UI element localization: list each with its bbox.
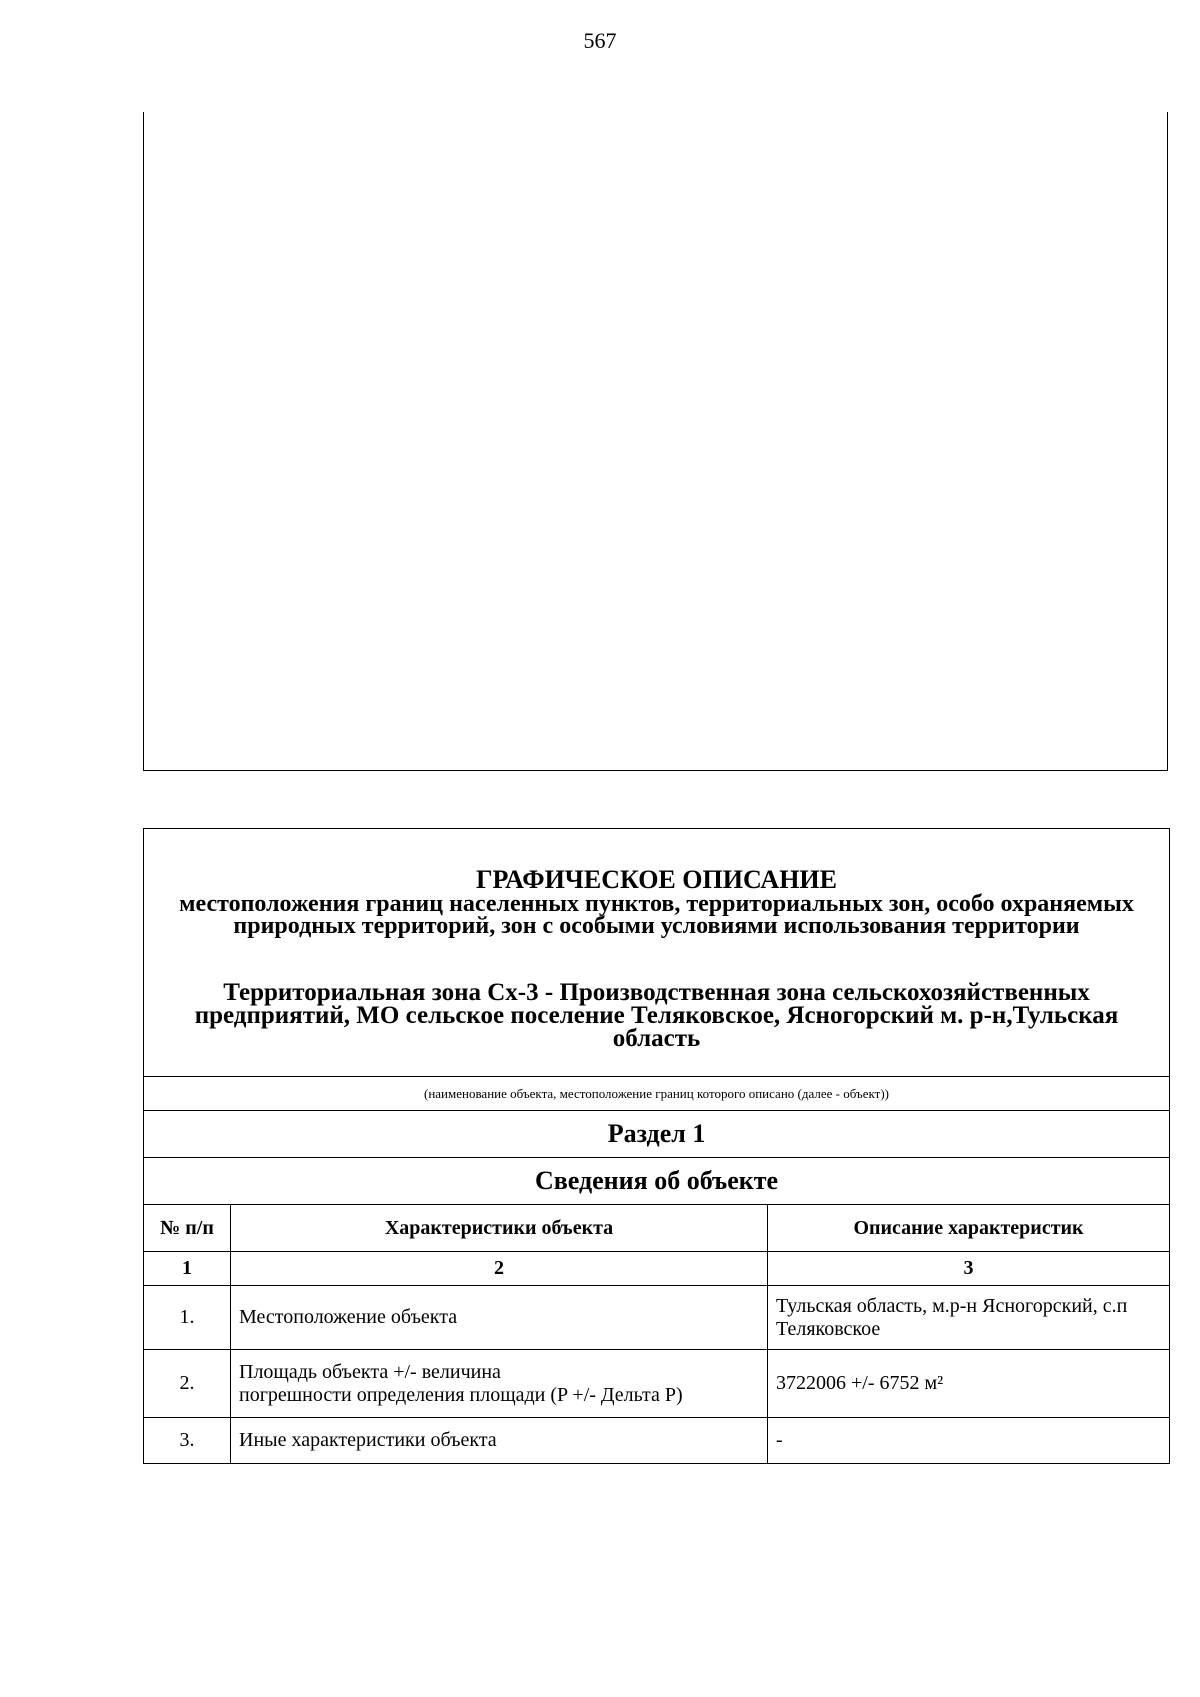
document-subtitle: местоположения границ населенных пунктов, территориальных зон, особо охраняемых природных территорий, зон с особыми условиями использования территории <box>179 890 1134 939</box>
column-header-description: Описание характеристик <box>768 1205 1170 1252</box>
column-header-row <box>144 1205 1170 1252</box>
row-description: Тульская область, м.р-н Ясногорский, с.п Теляковское <box>768 1286 1170 1350</box>
row-characteristic <box>231 1350 768 1418</box>
section-subtitle-row <box>144 1158 1170 1205</box>
title-row <box>144 829 1170 1077</box>
column-number-2: 2 <box>231 1252 768 1286</box>
row-characteristic: Местоположение объекта <box>231 1286 768 1350</box>
column-header-num: № п/п <box>144 1205 231 1252</box>
row-description: 3722006 +/- 6752 м² <box>768 1350 1170 1418</box>
map-frame <box>143 112 1168 771</box>
column-number-1: 1 <box>144 1252 231 1286</box>
row-characteristic-line1: Площадь объекта +/- величина <box>239 1360 501 1383</box>
row-number: 3. <box>144 1418 231 1464</box>
zone-title: Территориальная зона Сх-3 - Производственная зона сельскохозяйственных предприятий, МО сельское поселение Теляковское, Ясногорский м. р-н,Тульская область <box>194 978 1119 1052</box>
column-header-characteristics: Характеристики объекта <box>231 1205 768 1252</box>
table-row <box>144 1350 1170 1418</box>
object-info-table <box>143 828 1170 1464</box>
section-row <box>144 1111 1170 1158</box>
column-number-3: 3 <box>768 1252 1170 1286</box>
row-characteristic: Иные характеристики объекта <box>231 1418 768 1464</box>
page-number: 567 <box>583 28 617 53</box>
object-name-note: (наименование объекта, местоположение границ которого описано (далее - объект)) <box>144 1077 1170 1111</box>
document-title: ГРАФИЧЕСКОЕ ОПИСАНИЕ <box>476 864 837 894</box>
row-description: - <box>768 1418 1170 1464</box>
column-number-row <box>144 1252 1170 1286</box>
row-characteristic-line2: погрешности определения площади (P +/- Дельта P) <box>239 1383 683 1406</box>
section-subtitle: Сведения об объекте <box>144 1158 1170 1205</box>
row-number: 1. <box>144 1286 231 1350</box>
row-number: 2. <box>144 1350 231 1418</box>
table-row <box>144 1418 1170 1464</box>
note-row <box>144 1077 1170 1111</box>
title-cell <box>144 829 1170 1077</box>
table-row <box>144 1286 1170 1350</box>
section-title: Раздел 1 <box>144 1111 1170 1158</box>
